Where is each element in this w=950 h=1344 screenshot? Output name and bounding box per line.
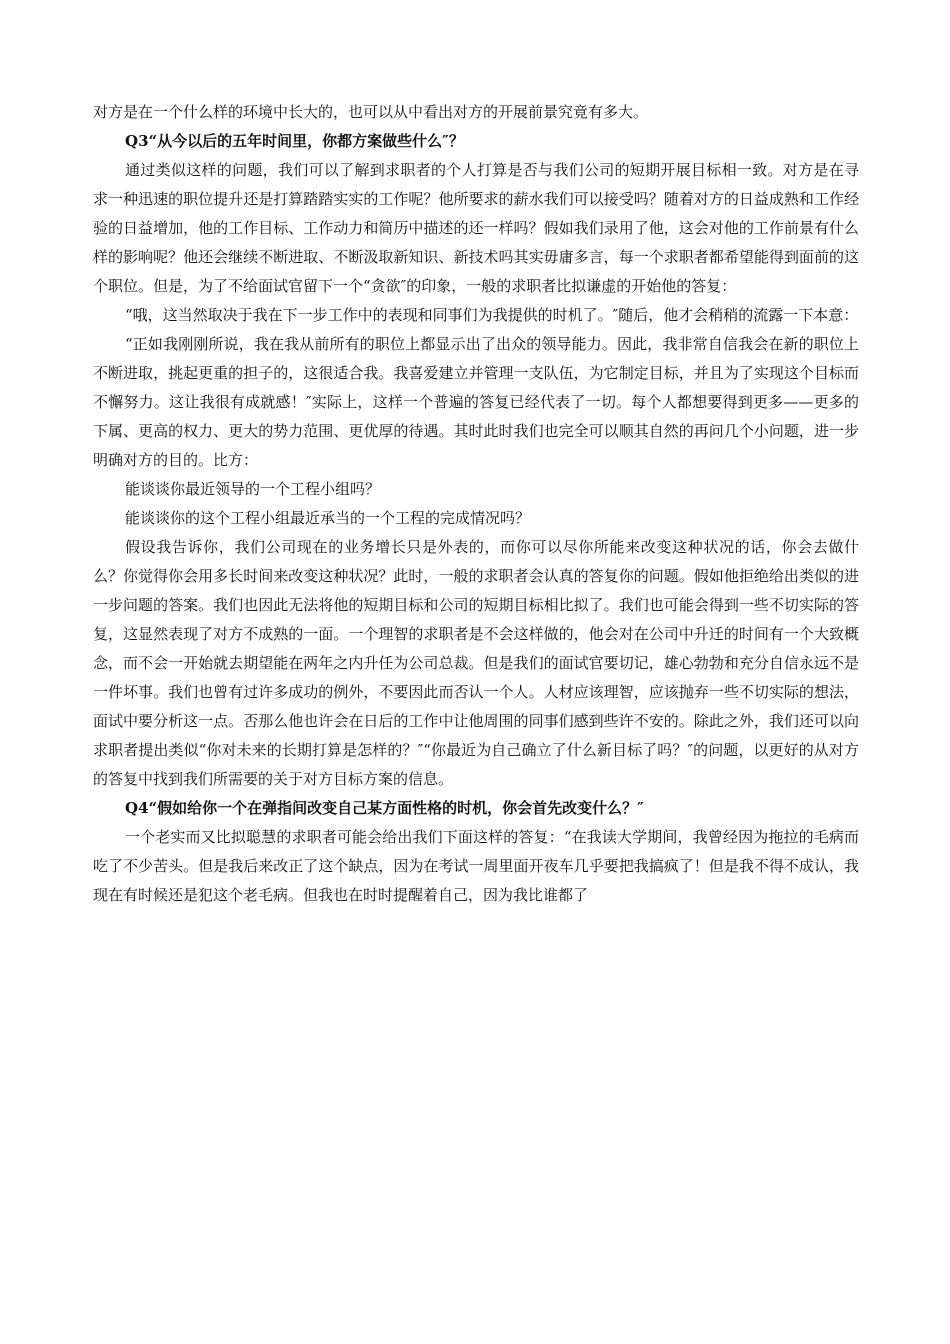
body-paragraph: “正如我刚刚所说，我在我从前所有的职位上都显示出了出众的领导能力。因此，我非常自信我会在新的职位上不断进取，挑起更重的担子的，这很适合我。我喜爱建立并管理一支队伍，为它制定目标，并且为了实现这个目标而不懈努力。这让我很有成就感！″实际上，这样一个普遍的答复已经代表了一切。每个人都想要得到更多——更多的下属、更高的权力、更大的势力范围、更优厚的待遇。其时此时我们也完全可以顺其自然的再问几个小问题，进一步明确对方的目的。比方： — [93, 335, 859, 469]
body-paragraph: 能谈谈你的这个工程小组最近承当的一个工程的完成情况吗？ — [125, 509, 531, 527]
body-paragraph: 能谈谈你最近领导的一个工程小组吗？ — [125, 480, 381, 498]
paragraph-continuation: 对方是在一个什么样的环境中长大的，也可以从中看出对方的开展前景究竟有多大。 — [93, 103, 649, 121]
question-heading-q4: Q4“假如给你一个在弹指间改变自己某方面性格的时机，你会首先改变什么？″ — [125, 799, 644, 817]
body-paragraph: 假设我告诉你，我们公司现在的业务增长只是外表的，而你可以尽你所能来改变这种状况的话，你会去做什么？你觉得你会用多长时间来改变这种状况？此时，一般的求职者会认真的答复你的问题。假如他拒绝给出类似的进一步问题的答案。我们也因此无法将他的短期目标和公司的短期目标相比拟了。我们也可能会得到一些不切实际的答复，这显然表现了对方不成熟的一面。一个理智的求职者是不会这样做的，他会对在公司中升迁的时间有一个大致概念，而不会一开始就去期望能在两年之内升任为公司总裁。但是我们的面试官要切记，雄心勃勃和充分自信永远不是一件坏事。我们也曾有过许多成功的例外，不要因此而否认一个人。人材应该理智，应该抛弃一些不切实际的想法，面试中要分析这一点。否那么他也许会在日后的工作中让他周围的同事们感到些许不安的。除此之外，我们还可以向求职者提出类似“你对未来的长期打算是怎样的？″“你最近为自己确立了什么新目标了吗？″的问题，以更好的从对方的答复中找到我们所需要的关于对方目标方案的信息。 — [93, 538, 859, 788]
body-paragraph: 一个老实而又比拟聪慧的求职者可能会给出我们下面这样的答复：“在我读大学期间，我曾经因为拖拉的毛病而吃了不少苦头。但是我后来改正了这个缺点，因为在考试一周里面开夜车几乎要把我搞疯了！但是我不得不成认，我现在有时候还是犯这个老毛病。但我也在时时提醒着自己，因为我比谁都了 — [93, 828, 859, 904]
body-paragraph: 通过类似这样的问题，我们可以了解到求职者的个人打算是否与我们公司的短期开展目标相一致。对方是在寻求一种迅速的职位提升还是打算踏踏实实的工作呢？他所要求的薪水我们可以接受吗？随着对方的日益成熟和工作经验的日益增加，他的工作目标、工作动力和简历中描述的还一样吗？假如我们录用了他，这会对他的工作前景有什么样的影响呢？他还会继续不断进取、不断汲取新知识、新技术吗其实毋庸多言，每一个求职者都希望能得到面前的这个职位。但是，为了不给面试官留下一个“贪欲″的印象，一般的求职者比拟谦虚的开始他的答复： — [93, 161, 859, 295]
document-page — [93, 98, 859, 910]
body-paragraph: “哦，这当然取决于我在下一步工作中的表现和同事们为我提供的时机了。″随后，他才会稍稍的流露一下本意： — [125, 306, 859, 324]
question-heading-q3: Q3“从今以后的五年时间里，你都方案做些什么″？ — [125, 132, 464, 150]
